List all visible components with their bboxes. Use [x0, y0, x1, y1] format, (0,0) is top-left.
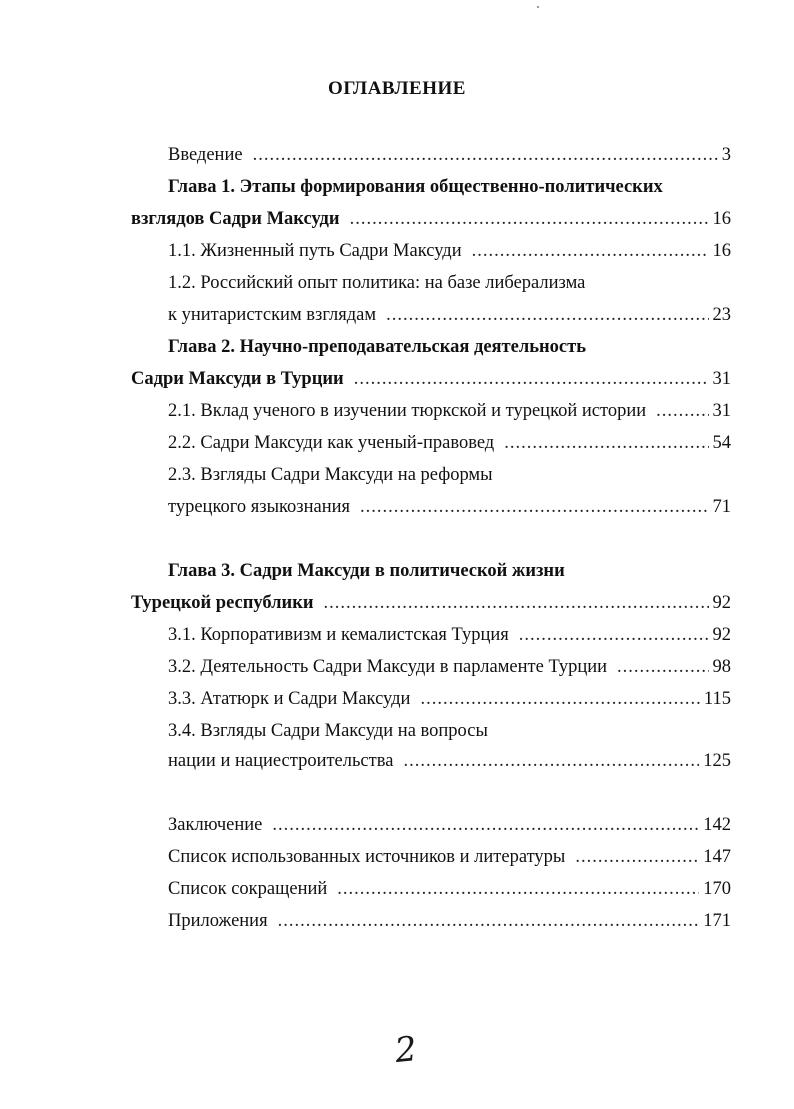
toc-entry-page: 98	[712, 657, 731, 677]
chapter-title-line: взглядов Садри Максуди	[131, 209, 340, 229]
toc-section-2-1	[168, 399, 731, 423]
toc-entry-page: 171	[703, 911, 731, 931]
chapter-title-line: Глава 3. Садри Максуди в политической жизни	[168, 561, 565, 581]
toc-section-1-1	[168, 239, 731, 263]
toc-entry-page: 142	[703, 815, 731, 835]
toc-entry-text: 3.1. Корпоративизм и кемалистская Турция	[168, 625, 509, 645]
toc-entry-text: к унитаристским взглядам	[168, 305, 377, 325]
toc-entry-appendices	[168, 909, 731, 933]
leader-dots	[278, 909, 700, 933]
leader-dots	[350, 207, 709, 231]
scan-speck	[537, 6, 539, 8]
leader-dots	[403, 749, 699, 773]
toc-entry-text: 2.2. Садри Максуди как ученый-правовед	[168, 433, 495, 453]
toc-chapter-1	[131, 207, 731, 231]
leader-dots	[472, 239, 709, 263]
leader-dots	[324, 591, 709, 615]
toc-entry-page: 23	[712, 305, 731, 325]
toc-chapter-1-title	[168, 175, 663, 199]
toc-entry-page: 16	[712, 209, 731, 229]
toc-section-2-2	[168, 431, 731, 455]
leader-dots	[386, 303, 708, 327]
toc-entry-page: 92	[712, 593, 731, 613]
toc-entry-text: нации и нациестроительства	[168, 751, 394, 771]
leader-dots	[420, 687, 699, 711]
leader-dots	[354, 367, 709, 391]
toc-section-1-2	[168, 303, 731, 327]
toc-entry-page: 16	[712, 241, 731, 261]
toc-section-2-3	[168, 495, 731, 519]
toc-entry-text: 2.3. Взгляды Садри Максуди на реформы	[168, 465, 493, 485]
toc-section-3-2	[168, 655, 731, 679]
toc-entry-page: 125	[703, 751, 731, 771]
leader-dots	[617, 655, 708, 679]
toc-section-3-4-title	[168, 719, 488, 743]
toc-entry-page: 92	[712, 625, 731, 645]
toc-entry-page: 71	[712, 497, 731, 517]
toc-chapter-3	[131, 591, 731, 615]
leader-dots	[575, 845, 699, 869]
toc-entry-text: 3.2. Деятельность Садри Максуди в парламенте Турции	[168, 657, 608, 677]
toc-entry-page: 31	[712, 401, 731, 421]
toc-entry-text: 2.1. Вклад ученого в изучении тюркской и турецкой истории	[168, 401, 647, 421]
toc-entry-sources	[168, 845, 731, 869]
toc-entry-intro	[168, 143, 731, 167]
leader-dots	[337, 877, 699, 901]
leader-dots	[253, 143, 718, 167]
chapter-title-line: Садри Максуди в Турции	[131, 369, 344, 389]
chapter-title-line: Турецкой республики	[131, 593, 314, 613]
toc-entry-text: Заключение	[168, 815, 263, 835]
chapter-title-line: Глава 2. Научно-преподавательская деятельность	[168, 337, 587, 357]
toc-section-2-3-title	[168, 463, 493, 487]
toc-entry-text: 1.2. Российский опыт политика: на базе либерализма	[168, 273, 586, 293]
toc-entry-text: 1.1. Жизненный путь Садри Максуди	[168, 241, 462, 261]
leader-dots	[504, 431, 708, 455]
toc-entry-text: 3.3. Ататюрк и Садри Максуди	[168, 689, 411, 709]
toc-chapter-2	[131, 367, 731, 391]
toc-entry-page: 115	[703, 689, 731, 709]
toc-section-3-1	[168, 623, 731, 647]
toc-entry-conclusion	[168, 813, 731, 837]
toc-entry-text: 3.4. Взгляды Садри Максуди на вопросы	[168, 721, 488, 741]
toc-entry-abbreviations	[168, 877, 731, 901]
toc-entry-text: Список использованных источников и литературы	[168, 847, 566, 867]
toc-section-1-2-title	[168, 271, 585, 295]
toc-entry-text: Введение	[168, 145, 243, 165]
toc-entry-page: 3	[721, 145, 731, 165]
toc-entry-page: 170	[703, 879, 731, 899]
chapter-title-line: Глава 1. Этапы формирования общественно-политических	[168, 177, 663, 197]
toc-entry-page: 54	[712, 433, 731, 453]
leader-dots	[360, 495, 708, 519]
toc-entry-text: турецкого языкознания	[168, 497, 351, 517]
toc-section-3-4	[168, 749, 731, 773]
leader-dots	[272, 813, 699, 837]
leader-dots	[656, 399, 708, 423]
toc-entry-text: Приложения	[168, 911, 268, 931]
handwritten-page-number: 2	[392, 1028, 419, 1072]
toc-section-3-3	[168, 687, 731, 711]
page-title: ОГЛАВЛЕНИЕ	[328, 78, 466, 99]
toc-entry-text: Список сокращений	[168, 879, 328, 899]
toc-chapter-3-title	[168, 559, 565, 583]
toc-entry-page: 147	[703, 847, 731, 867]
leader-dots	[519, 623, 709, 647]
toc-chapter-2-title	[168, 335, 586, 359]
toc-entry-page: 31	[712, 369, 731, 389]
